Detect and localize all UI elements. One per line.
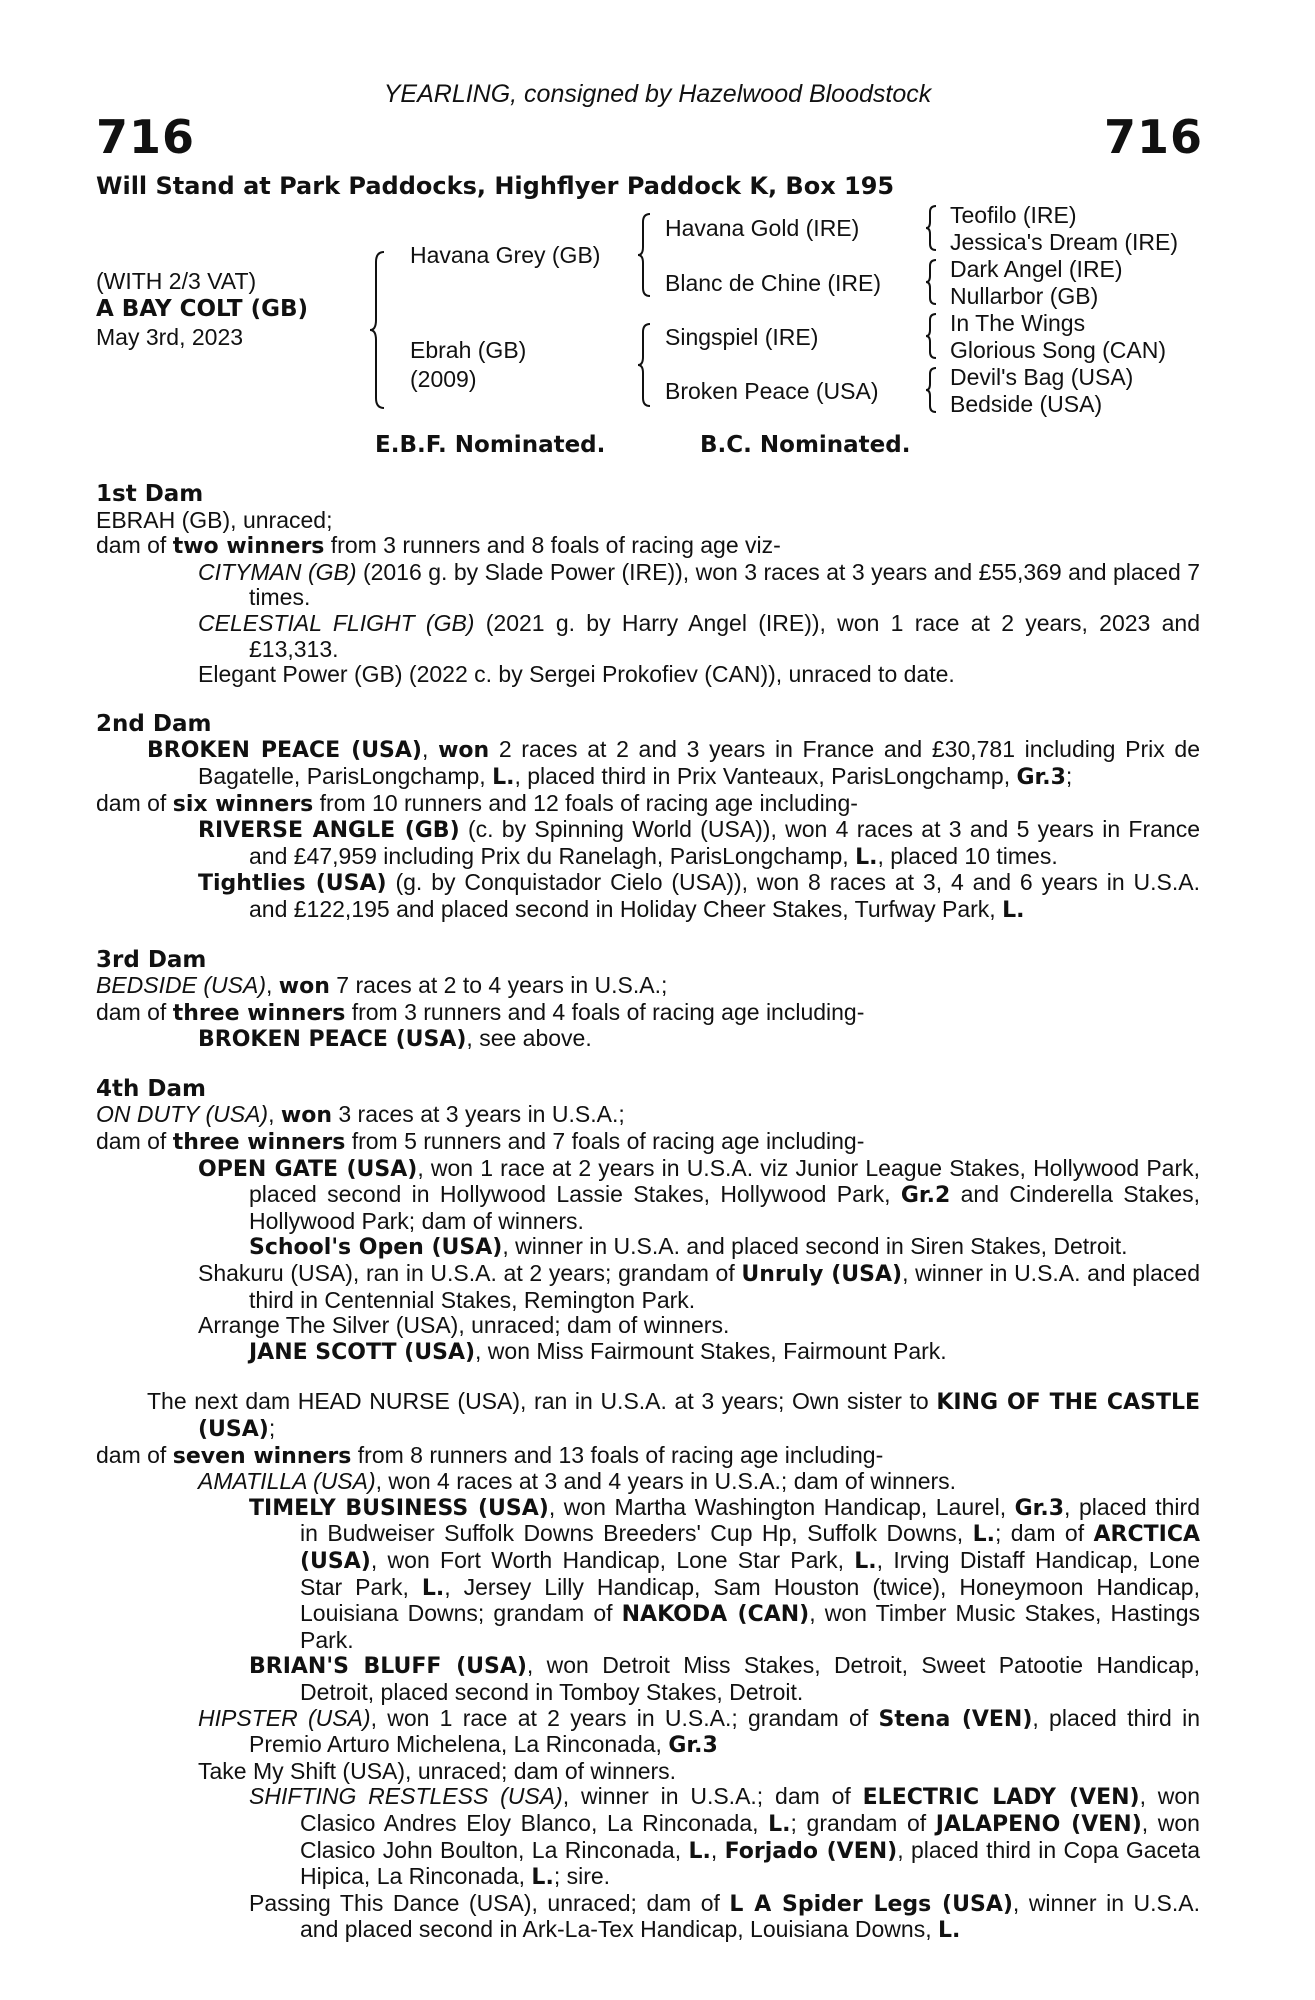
pedigree-brace-sire	[636, 212, 654, 298]
produce-entry: School's Open (USA), winner in U.S.A. and placed second in Siren Stakes, Detroit.	[249, 1233, 1128, 1261]
pedigree-brace-main	[368, 250, 388, 410]
lot-number-left: 716	[96, 110, 196, 164]
produce-entry: Shakuru (USA), ran in U.S.A. at 2 years; grandam of Unruly (USA), winner in U.S.A. and placed third in Centennial Stakes, Remington Park.	[198, 1260, 1200, 1313]
second-dam-section	[96, 712, 1200, 924]
produce-entry: BRIAN'S BLUFF (USA), won Detroit Miss Stakes, Detroit, Sweet Patootie Handicap, Detroit, placed second in Tomboy Stakes, Detroit.	[249, 1652, 1200, 1705]
pedigree-brace-3d	[924, 366, 940, 414]
sire-dam: Blanc de Chine (IRE)	[665, 270, 882, 296]
produce-entry: Elegant Power (GB) (2022 c. by Sergei Prokofiev (CAN)), unraced to date.	[198, 661, 955, 688]
ebf-nomination: E.B.F. Nominated.	[375, 432, 606, 458]
section-heading: 2nd Dam	[96, 710, 212, 737]
gg-6: Glorious Song (CAN)	[950, 337, 1167, 363]
gg-8: Bedside (USA)	[950, 391, 1103, 417]
produce-entry: Tightlies (USA) (g. by Conquistador Cielo (USA)), won 8 races at 3, 4 and 6 years in U.S.A. and £122,195 and placed second in Holiday Cheer Stakes, Turfway Park, L.	[198, 869, 1200, 923]
produce-entry: BROKEN PEACE (USA), see above.	[198, 1025, 592, 1053]
produce-record	[96, 482, 1200, 1968]
next-dam-section	[96, 1389, 1200, 1943]
gg-2: Jessica's Dream (IRE)	[950, 229, 1179, 255]
dam-line: EBRAH (GB), unraced;	[96, 506, 333, 533]
stand-location: Will Stand at Park Paddocks, Highflyer Paddock K, Box 195	[96, 172, 895, 200]
produce-entry: CELESTIAL FLIGHT (GB) (2021 g. by Harry Angel (IRE)), won 1 race at 2 years, 2023 and £13,313.	[198, 609, 1200, 662]
dam-year: (2009)	[410, 366, 477, 392]
produce-entry: Arrange The Silver (USA), unraced; dam of winners.	[198, 1312, 730, 1339]
produce-entry: HIPSTER (USA), won 1 race at 2 years in U.S.A.; grandam of Stena (VEN), placed third in Premio Arturo Michelena, La Rinconada, Gr.3	[198, 1704, 1201, 1759]
sire-name: Havana Grey (GB)	[410, 242, 601, 268]
dam-line: ON DUTY (USA), won 3 races at 3 years in U.S.A.;	[96, 1101, 625, 1129]
vat-note: (WITH 2/3 VAT)	[96, 268, 257, 294]
produce-summary: dam of three winners from 5 runners and 7 foals of racing age including-	[96, 1128, 865, 1156]
produce-entry: JANE SCOTT (USA), won Miss Fairmount Stakes, Fairmount Park.	[249, 1337, 947, 1365]
dam-line: BROKEN PEACE (USA), won 2 races at 2 and 3 years in France and £30,781 including Prix de Bagatelle, ParisLongchamp, L., placed third in Prix Vanteaux, ParisLongchamp, Gr.3;	[147, 736, 1201, 790]
section-heading: 3rd Dam	[96, 946, 207, 973]
third-dam-section	[96, 948, 1200, 1053]
fourth-dam-section	[96, 1077, 1200, 1366]
gg-7: Devil's Bag (USA)	[950, 364, 1134, 390]
gg-5: In The Wings	[950, 310, 1086, 336]
dam-line: The next dam HEAD NURSE (USA), ran in U.S.A. at 3 years; Own sister to KING OF THE CASTLE (USA);	[147, 1388, 1200, 1442]
produce-entry: Take My Shift (USA), unraced; dam of winners.	[198, 1757, 677, 1784]
gg-4: Nullarbor (GB)	[950, 283, 1099, 309]
foaling-date: May 3rd, 2023	[96, 324, 244, 350]
produce-entry: CITYMAN (GB) (2016 g. by Slade Power (IRE)), won 3 races at 3 years and £55,369 and placed 7 times.	[198, 558, 1200, 611]
pedigree-brace-3b	[924, 258, 940, 306]
lot-number-right: 716	[1103, 110, 1203, 164]
consignment-line: YEARLING, consigned by Hazelwood Bloodstock	[383, 80, 932, 108]
horse-name: A BAY COLT (GB)	[96, 296, 309, 322]
produce-summary: dam of three winners from 3 runners and 4 foals of racing age including-	[96, 998, 865, 1026]
bc-nomination: B.C. Nominated.	[700, 432, 911, 458]
produce-entry: RIVERSE ANGLE (GB) (c. by Spinning World (USA)), won 4 races at 3 and 5 years in France and £47,959 including Prix du Ranelagh, ParisLongchamp, L., placed 10 times.	[198, 816, 1201, 870]
pedigree-brace-3c	[924, 312, 940, 360]
dam-name: Ebrah (GB)	[410, 337, 527, 363]
gg-1: Teofilo (IRE)	[950, 202, 1077, 228]
produce-summary: dam of six winners from 10 runners and 12 foals of racing age including-	[96, 789, 858, 817]
produce-entry: AMATILLA (USA), won 4 races at 3 and 4 years in U.S.A.; dam of winners.	[198, 1468, 957, 1495]
pedigree-brace-3a	[924, 204, 940, 252]
section-heading: 4th Dam	[96, 1075, 206, 1102]
produce-summary: dam of two winners from 3 runners and 8 foals of racing age viz-	[96, 532, 781, 560]
pedigree-brace-dam	[636, 322, 654, 408]
dam-line: BEDSIDE (USA), won 7 races at 2 to 4 years in U.S.A.;	[96, 972, 668, 1000]
produce-entry: OPEN GATE (USA), won 1 race at 2 years in U.S.A. viz Junior League Stakes, Hollywood Park, placed second in Hollywood Lassie Stakes, Hollywood Park, Gr.2 and Cinderella Stakes, Hollywood Park; dam of winners.	[198, 1154, 1201, 1234]
dam-sire: Singspiel (IRE)	[665, 324, 819, 350]
produce-entry: SHIFTING RESTLESS (USA), winner in U.S.A.; dam of ELECTRIC LADY (VEN), won Clasico Andres Eloy Blanco, La Rinconada, L.; grandam of JALAPENO (VEN), won Clasico John Boulton, La Rinconada, L., Forjado (VEN), placed third in Copa Gaceta Hipica, La Rinconada, L.; sire.	[249, 1783, 1201, 1891]
gg-3: Dark Angel (IRE)	[950, 256, 1123, 282]
first-dam-section	[96, 482, 1200, 688]
produce-entry: TIMELY BUSINESS (USA), won Martha Washington Handicap, Laurel, Gr.3, placed third in Budweiser Suffolk Downs Breeders' Cup Hp, Suffolk Downs, L.; dam of ARCTICA (USA), won Fort Worth Handicap, Lone Star Park, L., Irving Distaff Handicap, Lone Star Park, L., Jersey Lilly Handicap, Sam Houston (twice), Honeymoon Handicap, Louisiana Downs; grandam of NAKODA (CAN), won Timber Music Stakes, Hastings Park.	[249, 1493, 1201, 1653]
dam-dam: Broken Peace (USA)	[665, 378, 879, 404]
sire-sire: Havana Gold (IRE)	[665, 215, 860, 241]
produce-entry: Passing This Dance (USA), unraced; dam of L A Spider Legs (USA), winner in U.S.A. and placed second in Ark-La-Tex Handicap, Louisiana Downs, L.	[249, 1889, 1200, 1944]
section-heading: 1st Dam	[96, 481, 204, 507]
produce-summary: dam of seven winners from 8 runners and 13 foals of racing age including-	[96, 1441, 884, 1469]
